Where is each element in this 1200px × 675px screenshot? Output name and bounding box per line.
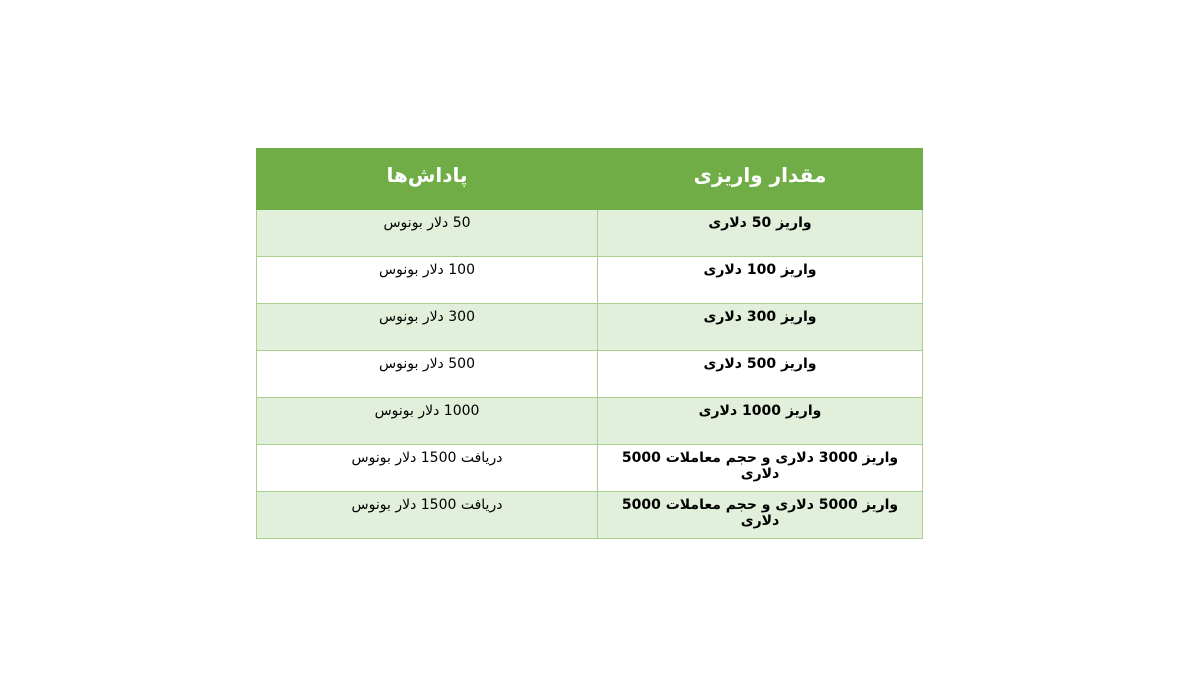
table-header-row: [257, 149, 923, 210]
deposit-cell: واریز 1000 دلاری: [598, 398, 923, 445]
table-row: [257, 398, 923, 445]
reward-cell: 500 دلار بونوس: [257, 351, 598, 398]
table-row: [257, 210, 923, 257]
deposit-cell: واریز 3000 دلاری و حجم معاملات 5000 دلاری: [598, 445, 923, 492]
table-row: [257, 351, 923, 398]
table-row: [257, 257, 923, 304]
header-deposit-amount: مقدار واریزی: [598, 149, 923, 210]
bonus-table: [256, 148, 923, 539]
deposit-cell: واریز 500 دلاری: [598, 351, 923, 398]
deposit-cell: واریز 300 دلاری: [598, 304, 923, 351]
table-row: [257, 304, 923, 351]
table-row: [257, 445, 923, 492]
header-rewards: پاداش‌ها: [257, 149, 598, 210]
reward-cell: دریافت 1500 دلار بونوس: [257, 445, 598, 492]
reward-cell: 100 دلار بونوس: [257, 257, 598, 304]
deposit-cell: واریز 50 دلاری: [598, 210, 923, 257]
deposit-cell: واریز 5000 دلاری و حجم معاملات 5000 دلاری: [598, 492, 923, 539]
reward-cell: 50 دلار بونوس: [257, 210, 598, 257]
reward-cell: دریافت 1500 دلار بونوس: [257, 492, 598, 539]
deposit-cell: واریز 100 دلاری: [598, 257, 923, 304]
reward-cell: 300 دلار بونوس: [257, 304, 598, 351]
reward-cell: 1000 دلار بونوس: [257, 398, 598, 445]
table-row: [257, 492, 923, 539]
